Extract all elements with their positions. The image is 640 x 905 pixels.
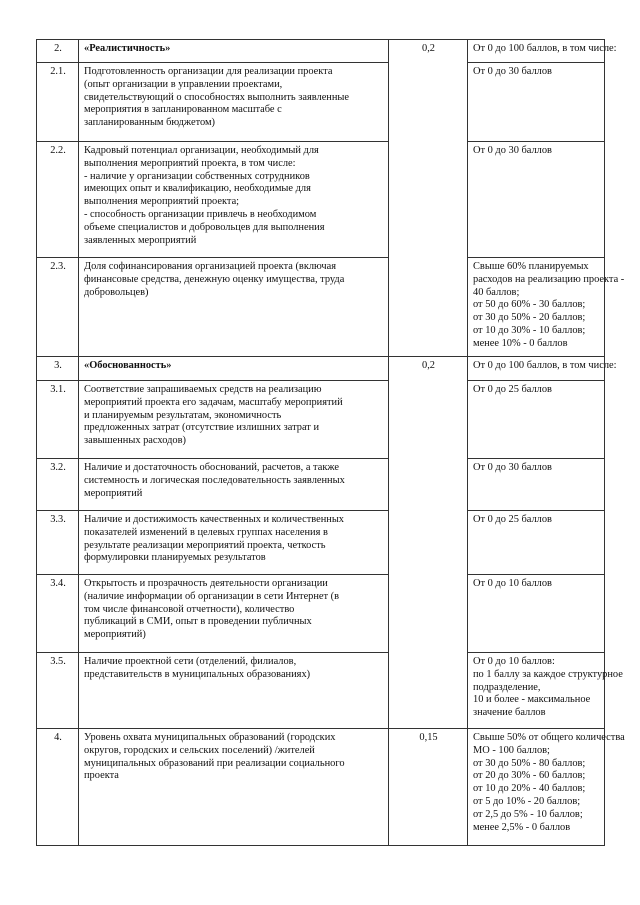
- criterion-score-line: менее 10% - 0 баллов: [473, 337, 568, 349]
- criterion-name-line: - способность организации привлечь в необходимом: [84, 208, 317, 220]
- criterion-name-line: публикаций в СМИ, опыт в проведении публичных: [84, 616, 312, 628]
- criterion-name: [79, 258, 389, 357]
- criterion-score-line: От 0 до 100 баллов, в том числе:: [473, 43, 617, 54]
- table-row: [37, 258, 605, 357]
- criterion-name-line: и планируемым результатам, экономичность: [84, 409, 282, 421]
- criterion-number: 3.3.: [37, 511, 79, 575]
- criterion-name-line: Открытость и прозрачность деятельности организации: [84, 578, 328, 589]
- criterion-number: 2.2.: [37, 142, 79, 258]
- criterion-score-line: От 0 до 10 баллов:: [473, 656, 555, 667]
- criterion-score-line: расходов на реализацию проекта -: [473, 273, 625, 285]
- criterion-score: [468, 729, 625, 846]
- criterion-number: 2.3.: [37, 258, 79, 357]
- criterion-name-line: объеме специалистов и добровольцев для выполнения: [84, 221, 325, 233]
- criterion-score: [468, 575, 605, 653]
- criterion-number: 2.: [37, 40, 79, 63]
- criterion-name-line: предложенных затрат (отсутствие излишних затрат и: [84, 422, 320, 434]
- criterion-name-line: - наличие у организации собственных сотрудников: [84, 170, 310, 182]
- criterion-name-line: выполнения мероприятий проекта, в том числе:: [84, 157, 296, 169]
- criterion-name-line: том числе финансовой отчетности), количество: [84, 603, 295, 615]
- criterion-name-line: завышенных расходов): [84, 435, 186, 447]
- criteria-table: [36, 39, 625, 846]
- criterion-name-line: заявленных мероприятий: [84, 234, 197, 246]
- criterion-name-line: системность и логическая последовательность заявленных: [84, 474, 345, 486]
- criterion-name-line: свидетельствующий о способностях выполнить заявленные: [84, 91, 350, 103]
- criterion-score-line: от 20 до 30% - 60 баллов;: [473, 770, 586, 782]
- criterion-score-line: подразделение,: [473, 681, 541, 693]
- criterion-name: [79, 459, 389, 511]
- criterion-weight: 0,2: [389, 357, 468, 729]
- criterion-name: [79, 142, 389, 258]
- criterion-name-line: Подготовленность организации для реализации проекта: [84, 66, 333, 77]
- table-row: [37, 511, 605, 575]
- criterion-name-line: Наличие проектной сети (отделений, филиалов,: [84, 656, 297, 667]
- criterion-name: [79, 575, 389, 653]
- criterion-name-line: «Реалистичность»: [84, 43, 171, 54]
- criterion-weight: 0,2: [389, 40, 468, 357]
- criterion-score-line: 40 баллов;: [473, 286, 520, 298]
- criterion-score-line: от 50 до 60% - 30 баллов;: [473, 299, 586, 311]
- criterion-name: [79, 381, 389, 459]
- criterion-score-line: по 1 баллу за каждое структурное: [473, 668, 623, 680]
- criterion-name-line: Доля софинансирования организацией проекта (включая: [84, 261, 337, 272]
- criterion-score-line: От 0 до 10 баллов: [473, 578, 552, 589]
- criterion-name-line: мероприятий): [84, 629, 146, 641]
- criterion-name-line: запланированным бюджетом): [84, 117, 216, 129]
- table-row: [37, 729, 605, 846]
- criterion-score-line: от 30 до 50% - 80 баллов;: [473, 757, 586, 769]
- section-row: [37, 357, 605, 381]
- criterion-number: 3.5.: [37, 653, 79, 729]
- criterion-name: [79, 729, 389, 846]
- criterion-score-line: Свыше 50% от общего количества: [473, 732, 625, 743]
- criterion-score-line: Свыше 60% планируемых: [473, 261, 589, 272]
- table-row: [37, 142, 605, 258]
- section-row: [37, 40, 605, 63]
- criterion-score-line: МО - 100 баллов;: [473, 744, 550, 756]
- table-row: [37, 63, 605, 142]
- criterion-name-line: результате реализации мероприятий проекта, четкость: [84, 539, 326, 551]
- criterion-name-line: Уровень охвата муниципальных образований (городских: [84, 732, 336, 743]
- criterion-name-line: (опыт организации в управлении проектами,: [84, 78, 283, 90]
- criterion-score: [468, 653, 623, 729]
- table-row: [37, 381, 605, 459]
- criterion-score-line: менее 2,5% - 0 баллов: [473, 821, 571, 833]
- criterion-name: [79, 357, 389, 381]
- criterion-score-line: от 2,5 до 5% - 10 баллов;: [473, 808, 583, 820]
- criterion-score-line: От 0 до 30 баллов: [473, 462, 552, 473]
- criterion-name-line: Соответствие запрашиваемых средств на реализацию: [84, 384, 322, 395]
- criterion-name-line: финансовые средства, денежную оценку имущества, труда: [84, 273, 345, 285]
- criterion-score: [468, 459, 605, 511]
- criterion-score: [468, 258, 625, 357]
- criterion-name-line: «Обоснованность»: [84, 360, 172, 371]
- criterion-name-line: показателей изменений в целевых группах населения в: [84, 526, 328, 538]
- criterion-score-line: от 30 до 50% - 20 баллов;: [473, 312, 586, 324]
- criterion-name: [79, 511, 389, 575]
- criterion-score-line: от 10 до 30% - 10 баллов;: [473, 324, 586, 336]
- criterion-number: 2.1.: [37, 63, 79, 142]
- criterion-name-line: добровольцев): [84, 286, 149, 298]
- criterion-name: [79, 63, 389, 142]
- criterion-score-line: От 0 до 100 баллов, в том числе:: [473, 360, 617, 371]
- criterion-score-line: от 5 до 10% - 20 баллов;: [473, 795, 581, 807]
- criterion-score-line: От 0 до 25 баллов: [473, 514, 552, 525]
- criterion-name-line: формулировки планируемых результатов: [84, 552, 266, 564]
- criterion-score-line: От 0 до 30 баллов: [473, 66, 552, 77]
- criterion-score-line: 10 и более - максимальное: [473, 694, 591, 706]
- criterion-score: [468, 142, 605, 258]
- criterion-name-line: проекта: [84, 770, 119, 782]
- criterion-name-line: муниципальных образований при реализации социального: [84, 757, 345, 769]
- criterion-number: 3.4.: [37, 575, 79, 653]
- criterion-name-line: мероприятия в запланированном масштабе с: [84, 104, 282, 116]
- criterion-name-line: представительств в муниципальных образованиях): [84, 668, 311, 680]
- criterion-number: 3.2.: [37, 459, 79, 511]
- table-row: [37, 653, 605, 729]
- criterion-name-line: Кадровый потенциал организации, необходимый для: [84, 145, 319, 156]
- criterion-number: 3.1.: [37, 381, 79, 459]
- table-row: [37, 459, 605, 511]
- criterion-score: [468, 511, 605, 575]
- criterion-name-line: выполнения мероприятий проекта;: [84, 196, 240, 208]
- criterion-score: [468, 357, 617, 381]
- criteria-body: [37, 40, 625, 846]
- criterion-name-line: мероприятий проекта его задачам, масштабу мероприятий: [84, 396, 343, 408]
- criterion-weight: 0,15: [389, 729, 468, 846]
- criterion-score-line: значение баллов: [473, 707, 546, 719]
- criterion-name-line: (наличие информации об организации в сети Интернет (в: [84, 590, 340, 602]
- criterion-name: [79, 653, 389, 729]
- criterion-score-line: От 0 до 30 баллов: [473, 145, 552, 156]
- criterion-name-line: Наличие и достижимость качественных и количественных: [84, 514, 344, 525]
- criterion-number: 4.: [37, 729, 79, 846]
- criterion-name-line: Наличие и достаточность обоснований, расчетов, а также: [84, 462, 340, 473]
- criterion-name-line: имеющих опыт и квалификацию, необходимые для: [84, 183, 311, 195]
- criterion-score: [468, 63, 605, 142]
- criterion-score-line: от 10 до 20% - 40 баллов;: [473, 783, 586, 795]
- criterion-number: 3.: [37, 357, 79, 381]
- table-row: [37, 575, 605, 653]
- criterion-score: [468, 40, 617, 63]
- criterion-name-line: округов, городских и сельских поселений) /жителей: [84, 744, 315, 756]
- criterion-name-line: мероприятий: [84, 487, 143, 499]
- criterion-score-line: От 0 до 25 баллов: [473, 384, 552, 395]
- criterion-name: [79, 40, 389, 63]
- criterion-score: [468, 381, 605, 459]
